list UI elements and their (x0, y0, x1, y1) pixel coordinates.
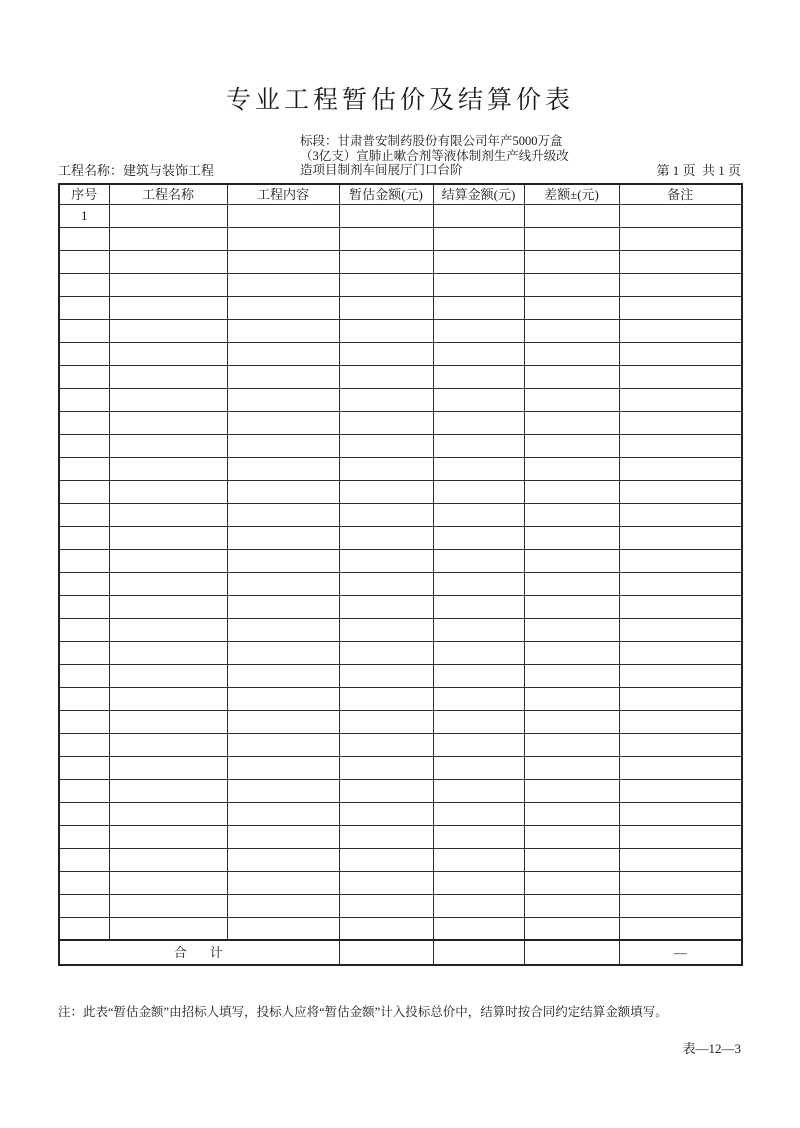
table-cell (227, 227, 339, 250)
table-cell (59, 319, 109, 342)
table-cell (433, 664, 524, 687)
table-cell (524, 595, 619, 618)
total-label: 合 计 (59, 940, 339, 965)
table-cell (619, 411, 742, 434)
table-cell (619, 457, 742, 480)
table-cell (59, 227, 109, 250)
table-cell (433, 204, 524, 227)
table-cell (433, 411, 524, 434)
table-cell (339, 825, 433, 848)
table-row (59, 388, 742, 411)
table-cell (433, 342, 524, 365)
table-cell (339, 549, 433, 572)
table-cell (109, 480, 227, 503)
table-cell (109, 388, 227, 411)
table-cell (524, 549, 619, 572)
table-cell (619, 687, 742, 710)
total-remark-cell: — (619, 940, 742, 965)
table-cell (59, 848, 109, 871)
table-row (59, 802, 742, 825)
table-cell (433, 641, 524, 664)
table-cell (227, 618, 339, 641)
table-cell (339, 641, 433, 664)
table-cell (619, 710, 742, 733)
estimate-settlement-table (58, 183, 743, 966)
table-cell (524, 871, 619, 894)
table-cell (433, 296, 524, 319)
table-row (59, 641, 742, 664)
table-cell (433, 848, 524, 871)
table-cell (109, 687, 227, 710)
table-row (59, 756, 742, 779)
table-cell (59, 480, 109, 503)
table-cell (109, 273, 227, 296)
table-cell (619, 917, 742, 940)
table-cell (109, 710, 227, 733)
table-row (59, 319, 742, 342)
table-cell (339, 503, 433, 526)
table-row (59, 480, 742, 503)
table-cell (339, 480, 433, 503)
table-cell (619, 733, 742, 756)
table-cell (227, 572, 339, 595)
table-cell (433, 388, 524, 411)
column-header-project-name: 工程名称 (109, 184, 227, 204)
table-cell (524, 825, 619, 848)
table-cell (227, 802, 339, 825)
table-cell (433, 319, 524, 342)
table-cell (524, 664, 619, 687)
table-cell (524, 503, 619, 526)
table-cell (339, 457, 433, 480)
table-cell (109, 756, 227, 779)
form-code: 表—12—3 (682, 1041, 741, 1056)
column-header-remark: 备注 (619, 184, 742, 204)
bid-section-text (300, 134, 610, 178)
table-cell (339, 710, 433, 733)
table-cell (59, 250, 109, 273)
table-cell (109, 342, 227, 365)
table-cell (524, 273, 619, 296)
table-cell (619, 825, 742, 848)
table-row (59, 296, 742, 319)
table-cell (339, 848, 433, 871)
table-cell (227, 526, 339, 549)
table-cell (109, 526, 227, 549)
table-cell (227, 894, 339, 917)
table-cell (227, 503, 339, 526)
total-row (59, 940, 742, 965)
table-cell (339, 756, 433, 779)
table-cell (59, 595, 109, 618)
table-cell (109, 250, 227, 273)
table-cell (524, 572, 619, 595)
table-cell (619, 480, 742, 503)
table-cell (619, 779, 742, 802)
table-cell (619, 273, 742, 296)
table-cell (433, 480, 524, 503)
table-cell (109, 894, 227, 917)
column-header-difference: 差额±(元) (524, 184, 619, 204)
column-header-seq: 序号 (59, 184, 109, 204)
table-cell (59, 503, 109, 526)
table-cell (59, 802, 109, 825)
table-cell (109, 572, 227, 595)
table-cell (619, 848, 742, 871)
table-cell (109, 917, 227, 940)
table-cell (227, 457, 339, 480)
table-cell (59, 273, 109, 296)
table-cell (524, 434, 619, 457)
table-cell (59, 894, 109, 917)
table-cell (339, 273, 433, 296)
column-header-settlement-amount: 结算金额(元) (433, 184, 524, 204)
table-cell (524, 526, 619, 549)
table-cell (109, 457, 227, 480)
table-cell (433, 825, 524, 848)
table-cell (619, 894, 742, 917)
table-cell (619, 756, 742, 779)
table-cell (227, 296, 339, 319)
table-cell (619, 434, 742, 457)
table-cell (524, 457, 619, 480)
table-cell (339, 227, 433, 250)
table-cell (339, 250, 433, 273)
table-cell (109, 825, 227, 848)
table-cell (433, 526, 524, 549)
table-cell (59, 434, 109, 457)
table-cell (339, 204, 433, 227)
table-cell (433, 250, 524, 273)
table-cell (109, 641, 227, 664)
table-cell (59, 572, 109, 595)
table-cell (433, 917, 524, 940)
table-cell (227, 595, 339, 618)
table-cell (227, 871, 339, 894)
table-cell (339, 434, 433, 457)
table-row (59, 917, 742, 940)
table-cell (524, 779, 619, 802)
table-cell (339, 595, 433, 618)
table-cell (524, 319, 619, 342)
table-cell (433, 733, 524, 756)
table-row (59, 848, 742, 871)
table-cell (339, 388, 433, 411)
table-row (59, 549, 742, 572)
table-row (59, 733, 742, 756)
table-cell (524, 733, 619, 756)
table-cell (109, 434, 227, 457)
table-cell (227, 664, 339, 687)
page-title: 专业工程暂估价及结算价表 (225, 87, 574, 114)
table-row (59, 411, 742, 434)
table-cell (109, 848, 227, 871)
table-cell (59, 526, 109, 549)
table-row (59, 779, 742, 802)
table-row (59, 503, 742, 526)
table-cell (59, 733, 109, 756)
table-cell (109, 618, 227, 641)
table-cell (524, 388, 619, 411)
table-cell (227, 779, 339, 802)
table-cell (433, 434, 524, 457)
table-cell (339, 733, 433, 756)
table-cell (339, 894, 433, 917)
table-cell (619, 296, 742, 319)
table-cell (59, 549, 109, 572)
table-cell (227, 733, 339, 756)
table-cell (524, 204, 619, 227)
table-cell (524, 710, 619, 733)
table-cell (339, 618, 433, 641)
table-cell (524, 848, 619, 871)
table-row (59, 342, 742, 365)
table-body (59, 204, 742, 940)
table-cell (59, 756, 109, 779)
table-cell (227, 710, 339, 733)
table-cell (339, 572, 433, 595)
table-cell (109, 871, 227, 894)
table-cell (227, 480, 339, 503)
table-cell (433, 802, 524, 825)
table-cell (109, 227, 227, 250)
table-row (59, 618, 742, 641)
table-row (59, 664, 742, 687)
table-cell (619, 365, 742, 388)
table-cell (339, 917, 433, 940)
table-cell (227, 825, 339, 848)
table-cell (433, 227, 524, 250)
table-cell (59, 917, 109, 940)
table-cell (524, 917, 619, 940)
table-cell (433, 365, 524, 388)
table-row (59, 825, 742, 848)
table-cell (524, 687, 619, 710)
table-cell: 1 (59, 204, 109, 227)
table-cell (59, 710, 109, 733)
total-settlement-cell (433, 940, 524, 965)
table-cell (59, 664, 109, 687)
table-row (59, 871, 742, 894)
table-row (59, 273, 742, 296)
page-indicator: 第 1 页 共 1 页 (656, 163, 741, 178)
table-cell (109, 365, 227, 388)
table-cell (227, 687, 339, 710)
table-cell (619, 572, 742, 595)
table-cell (59, 871, 109, 894)
table-cell (339, 296, 433, 319)
table-cell (59, 687, 109, 710)
table-cell (433, 687, 524, 710)
table-cell (227, 365, 339, 388)
table-row (59, 365, 742, 388)
table-cell (619, 250, 742, 273)
table-cell (109, 779, 227, 802)
table-cell (619, 641, 742, 664)
table-cell (433, 779, 524, 802)
table-cell (227, 434, 339, 457)
table-cell (524, 802, 619, 825)
bid-section-line-3: 造项目制剂车间展厅门口台阶 (300, 163, 463, 177)
table-cell (339, 342, 433, 365)
table-cell (619, 664, 742, 687)
table-cell (524, 227, 619, 250)
table-cell (619, 342, 742, 365)
table-cell (339, 319, 433, 342)
table-cell (433, 756, 524, 779)
table-cell (109, 411, 227, 434)
total-difference-cell (524, 940, 619, 965)
table-row (59, 894, 742, 917)
table-cell (109, 204, 227, 227)
table-cell (433, 457, 524, 480)
table-cell (339, 411, 433, 434)
table-cell (109, 595, 227, 618)
table-cell (109, 802, 227, 825)
column-header-estimate-amount: 暂估金额(元) (339, 184, 433, 204)
table-cell (109, 549, 227, 572)
table-row (59, 710, 742, 733)
table-cell (109, 296, 227, 319)
table-cell (433, 894, 524, 917)
table-cell (619, 871, 742, 894)
table-cell (619, 227, 742, 250)
table-row (59, 204, 742, 227)
table-cell (524, 756, 619, 779)
table-cell (619, 595, 742, 618)
table-cell (524, 296, 619, 319)
table-cell (619, 549, 742, 572)
table-cell (227, 641, 339, 664)
table-cell (109, 664, 227, 687)
table-cell (339, 687, 433, 710)
table-cell (524, 411, 619, 434)
table-row (59, 572, 742, 595)
table-cell (59, 342, 109, 365)
table-cell (227, 549, 339, 572)
table-cell (227, 388, 339, 411)
table-cell (433, 549, 524, 572)
note-text: 注：此表“暂估金额”由招标人填写，投标人应将“暂估金额”计入投标总价中，结算时按合同约定结算金额填写。 (58, 1005, 668, 1019)
table-cell (227, 342, 339, 365)
table-row (59, 434, 742, 457)
table-cell (339, 802, 433, 825)
table-cell (433, 595, 524, 618)
table-cell (59, 618, 109, 641)
project-name: 工程名称：建筑与装饰工程 (58, 163, 215, 178)
table-cell (524, 342, 619, 365)
table-cell (524, 480, 619, 503)
table-cell (59, 296, 109, 319)
table-cell (433, 572, 524, 595)
table-cell (619, 204, 742, 227)
table-cell (339, 526, 433, 549)
table-cell (619, 319, 742, 342)
table-cell (227, 319, 339, 342)
table-cell (433, 273, 524, 296)
table-cell (433, 710, 524, 733)
total-estimate-cell (339, 940, 433, 965)
table-cell (339, 871, 433, 894)
table-cell (524, 641, 619, 664)
table-cell (619, 503, 742, 526)
table-cell (227, 411, 339, 434)
column-header-project-content: 工程内容 (227, 184, 339, 204)
table-cell (227, 204, 339, 227)
bid-section-line-2: （3亿支）宣肺止嗽合剂等液体制剂生产线升级改 (300, 148, 569, 163)
table-cell (227, 848, 339, 871)
table-cell (524, 365, 619, 388)
table-cell (619, 388, 742, 411)
table-cell (339, 664, 433, 687)
table-cell (59, 365, 109, 388)
table-cell (109, 503, 227, 526)
table-cell (59, 779, 109, 802)
table-cell (339, 365, 433, 388)
table-cell (433, 618, 524, 641)
table-cell (339, 779, 433, 802)
table-row (59, 250, 742, 273)
table-cell (227, 250, 339, 273)
table-cell (109, 733, 227, 756)
table-cell (227, 917, 339, 940)
table-cell (433, 871, 524, 894)
table-cell (59, 457, 109, 480)
table-row (59, 595, 742, 618)
table-cell (109, 319, 227, 342)
table-cell (227, 273, 339, 296)
table-cell (59, 411, 109, 434)
table-cell (619, 618, 742, 641)
table-cell (227, 756, 339, 779)
table-row (59, 227, 742, 250)
table-row (59, 457, 742, 480)
table-row (59, 687, 742, 710)
table-cell (524, 894, 619, 917)
table-cell (59, 825, 109, 848)
table-cell (524, 618, 619, 641)
table-cell (619, 526, 742, 549)
table-header-row (59, 184, 742, 204)
table-cell (619, 802, 742, 825)
table-cell (524, 250, 619, 273)
table-cell (59, 388, 109, 411)
table-cell (59, 641, 109, 664)
bid-section-line-1: 标段：甘肃普安制药股份有限公司年产5000万盒 (300, 134, 563, 148)
table-row (59, 526, 742, 549)
table-cell (433, 503, 524, 526)
